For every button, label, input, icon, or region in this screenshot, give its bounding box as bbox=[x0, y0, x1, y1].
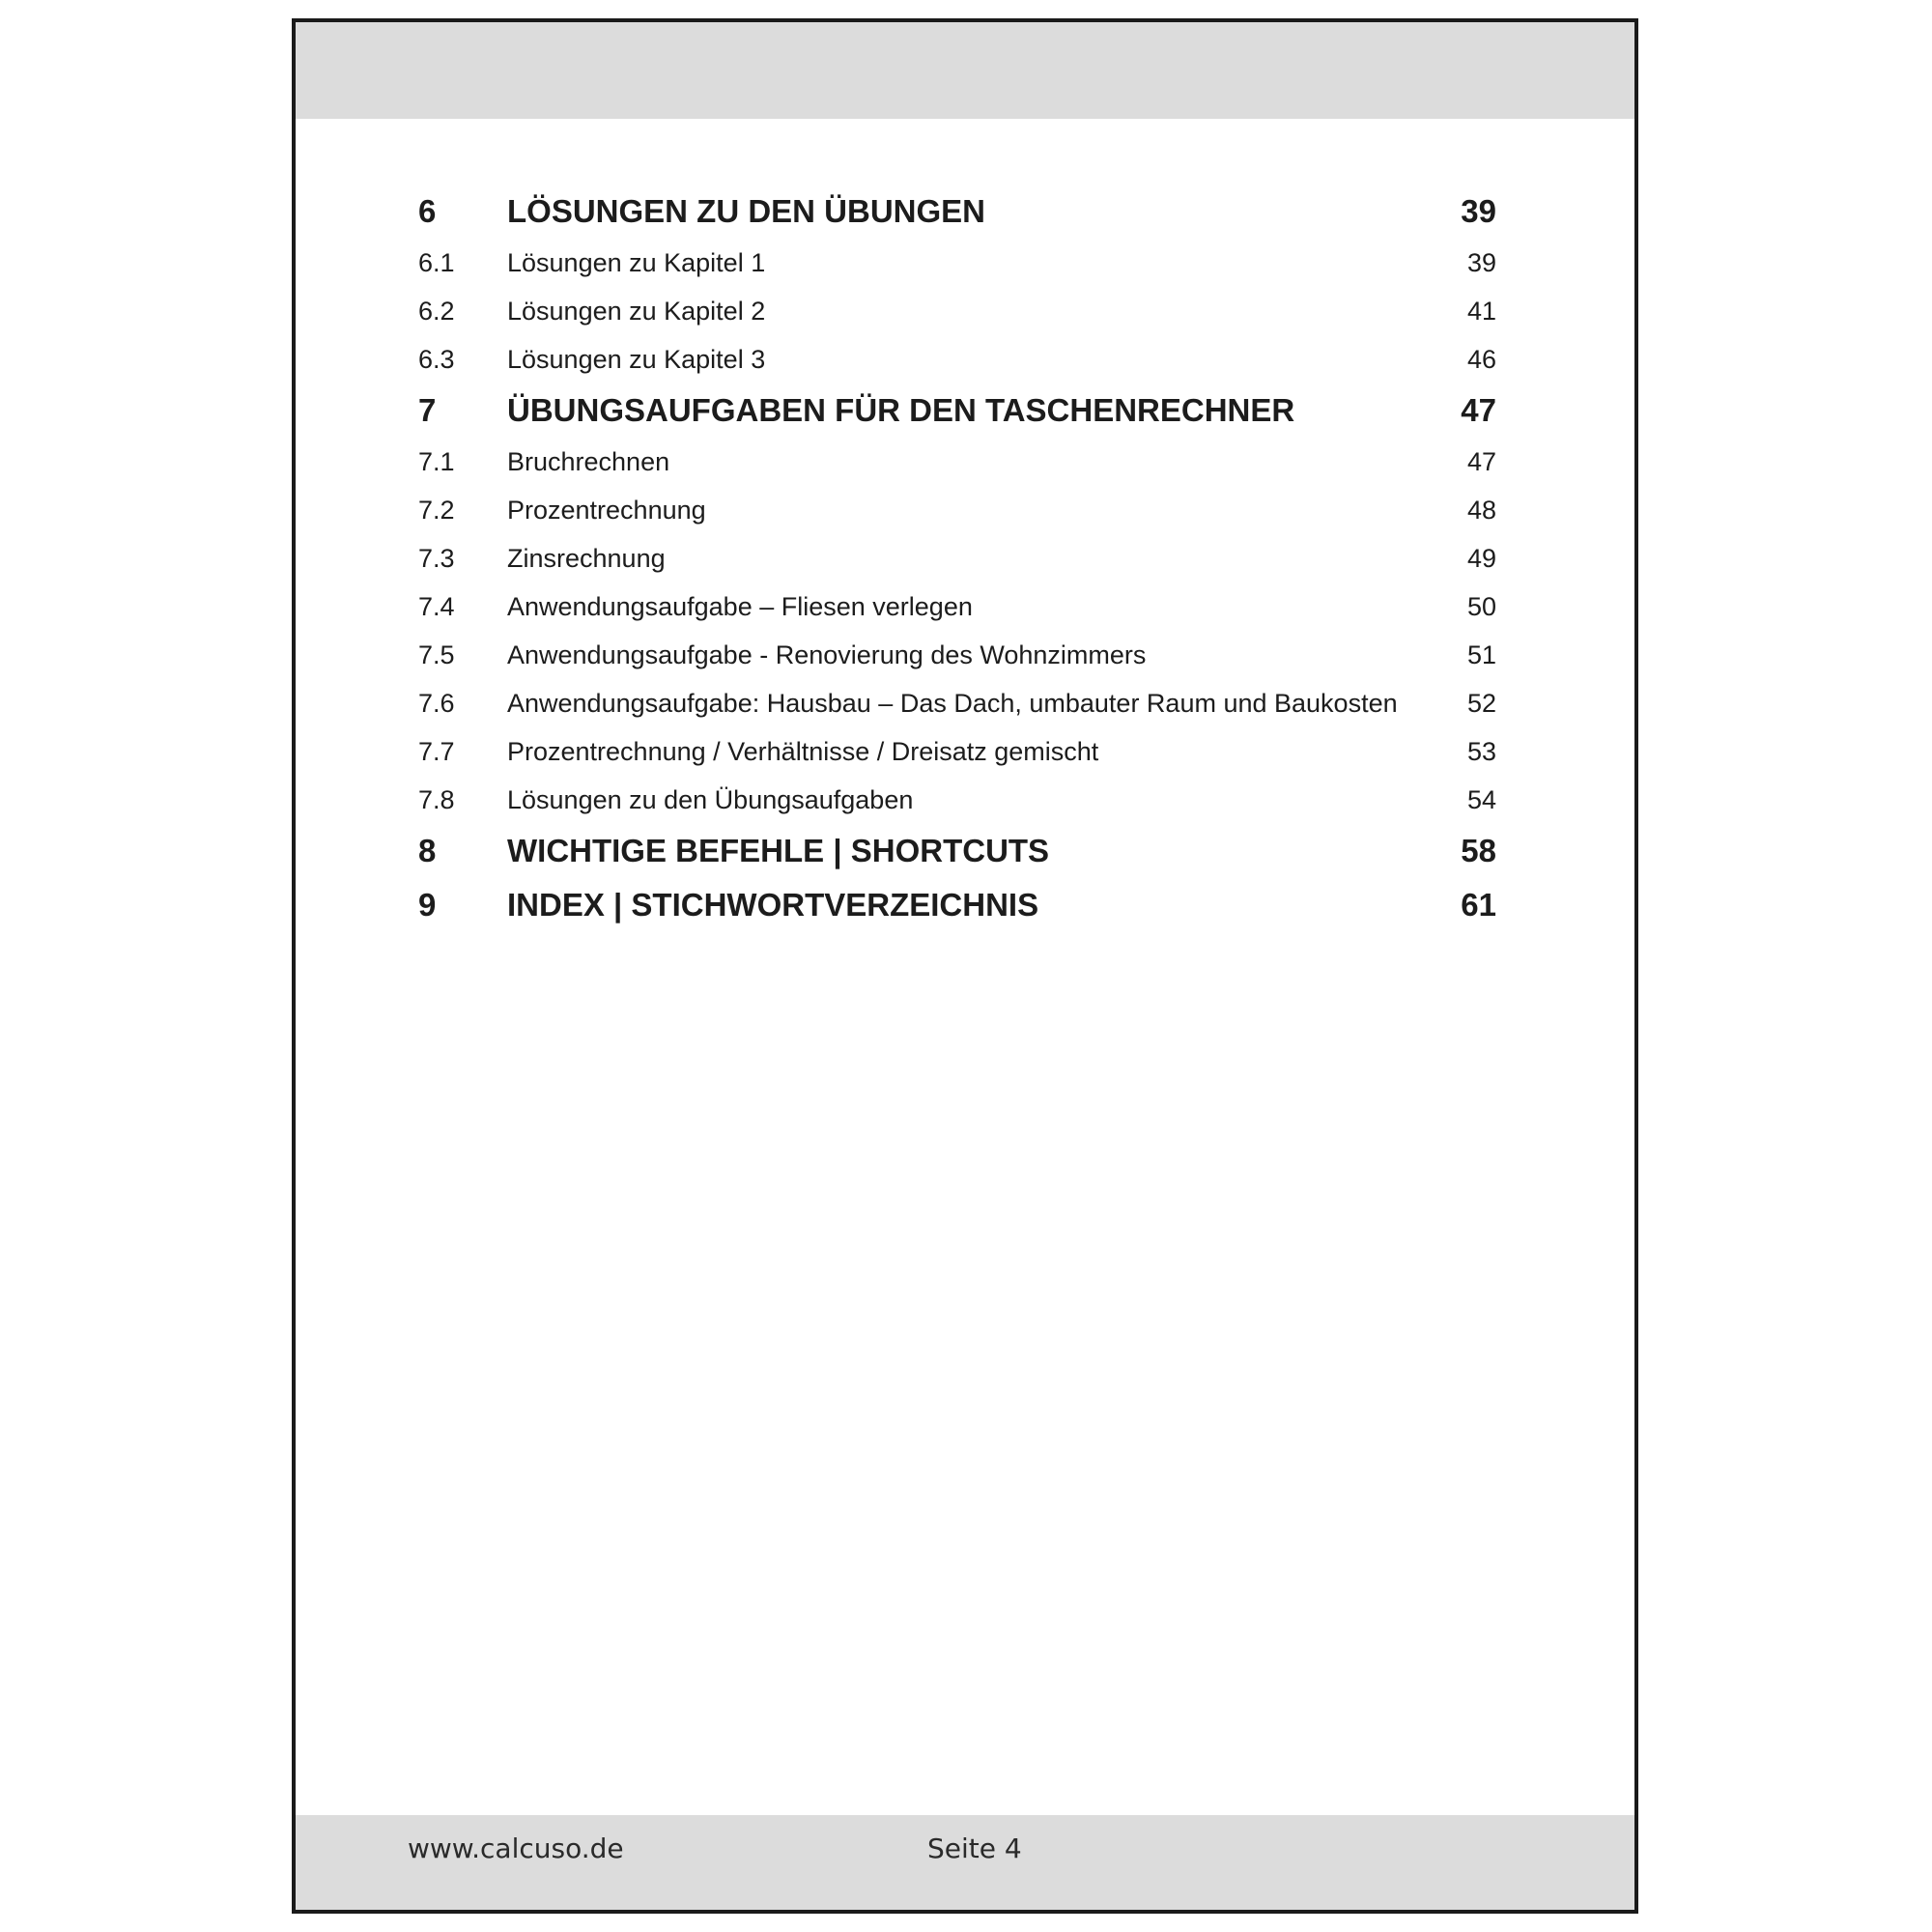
toc-page: 46 bbox=[1466, 344, 1496, 374]
toc-title: Anwendungsaufgabe – Fliesen verlegen bbox=[507, 591, 973, 621]
toc-row[interactable] bbox=[418, 727, 1496, 776]
header-band bbox=[296, 22, 1634, 119]
toc-number: 7.7 bbox=[418, 736, 455, 766]
toc-row[interactable] bbox=[418, 185, 1496, 239]
toc-number: 6.3 bbox=[418, 344, 455, 374]
toc-title: Zinsrechnung bbox=[507, 543, 666, 573]
toc-row[interactable] bbox=[418, 878, 1496, 932]
toc-title: Lösungen zu Kapitel 2 bbox=[507, 296, 766, 326]
toc-title: Anwendungsaufgabe - Renovierung des Wohnzimmers bbox=[507, 639, 1147, 669]
toc-row[interactable] bbox=[418, 287, 1496, 335]
toc-number: 7.3 bbox=[418, 543, 455, 573]
toc-number: 9 bbox=[418, 887, 437, 923]
toc-number: 6 bbox=[418, 193, 437, 229]
toc-page: 54 bbox=[1466, 784, 1496, 814]
toc-title: LÖSUNGEN ZU DEN ÜBUNGEN bbox=[507, 193, 986, 229]
toc-page: 53 bbox=[1466, 736, 1496, 766]
toc-row[interactable] bbox=[418, 582, 1496, 631]
toc-title: Lösungen zu Kapitel 3 bbox=[507, 344, 766, 374]
toc-title: Lösungen zu den Übungsaufgaben bbox=[507, 784, 914, 814]
toc-number: 7 bbox=[418, 392, 437, 428]
toc-row[interactable] bbox=[418, 679, 1496, 727]
toc-row[interactable] bbox=[418, 534, 1496, 582]
toc-number: 7.6 bbox=[418, 688, 455, 718]
footer-band bbox=[296, 1815, 1634, 1910]
toc-row[interactable] bbox=[418, 631, 1496, 679]
toc-title: Prozentrechnung bbox=[507, 495, 706, 525]
toc-number: 7.2 bbox=[418, 495, 455, 525]
toc-page: 51 bbox=[1466, 639, 1496, 669]
toc-title: INDEX | STICHWORTVERZEICHNIS bbox=[507, 887, 1039, 923]
toc-title: WICHTIGE BEFEHLE | SHORTCUTS bbox=[507, 833, 1050, 868]
toc-page: 58 bbox=[1461, 833, 1496, 868]
toc-row[interactable] bbox=[418, 335, 1496, 384]
toc-number: 7.4 bbox=[418, 591, 455, 621]
toc-number: 7.8 bbox=[418, 784, 455, 814]
toc-row[interactable] bbox=[418, 239, 1496, 287]
toc-row[interactable] bbox=[418, 824, 1496, 878]
toc-page: 49 bbox=[1466, 543, 1496, 573]
footer-page-number: Seite 4 bbox=[927, 1833, 1022, 1864]
toc-page: 41 bbox=[1466, 296, 1496, 326]
toc-number: 8 bbox=[418, 833, 437, 868]
toc-page: 48 bbox=[1466, 495, 1496, 525]
toc-number: 7.1 bbox=[418, 446, 455, 476]
toc-row[interactable] bbox=[418, 486, 1496, 534]
footer-url[interactable]: www.calcuso.de bbox=[408, 1833, 624, 1864]
toc-row[interactable] bbox=[418, 384, 1496, 438]
document-page bbox=[292, 18, 1638, 1914]
toc-title: Bruchrechnen bbox=[507, 446, 670, 476]
toc-page: 47 bbox=[1461, 392, 1496, 428]
toc-page: 39 bbox=[1461, 193, 1496, 229]
toc-page: 50 bbox=[1466, 591, 1496, 621]
table-of-contents bbox=[418, 185, 1496, 932]
toc-number: 6.1 bbox=[418, 247, 455, 277]
toc-number: 6.2 bbox=[418, 296, 455, 326]
toc-number: 7.5 bbox=[418, 639, 455, 669]
toc-row[interactable] bbox=[418, 776, 1496, 824]
toc-row[interactable] bbox=[418, 438, 1496, 486]
toc-page: 47 bbox=[1466, 446, 1496, 476]
toc-title: Anwendungsaufgabe: Hausbau – Das Dach, umbauter Raum und Baukosten bbox=[507, 688, 1398, 718]
toc-page: 61 bbox=[1461, 887, 1496, 923]
toc-title: Lösungen zu Kapitel 1 bbox=[507, 247, 766, 277]
toc-title: Prozentrechnung / Verhältnisse / Dreisatz gemischt bbox=[507, 736, 1099, 766]
toc-title: ÜBUNGSAUFGABEN FÜR DEN TASCHENRECHNER bbox=[507, 392, 1295, 428]
toc-page: 52 bbox=[1466, 688, 1496, 718]
toc-page: 39 bbox=[1466, 247, 1496, 277]
